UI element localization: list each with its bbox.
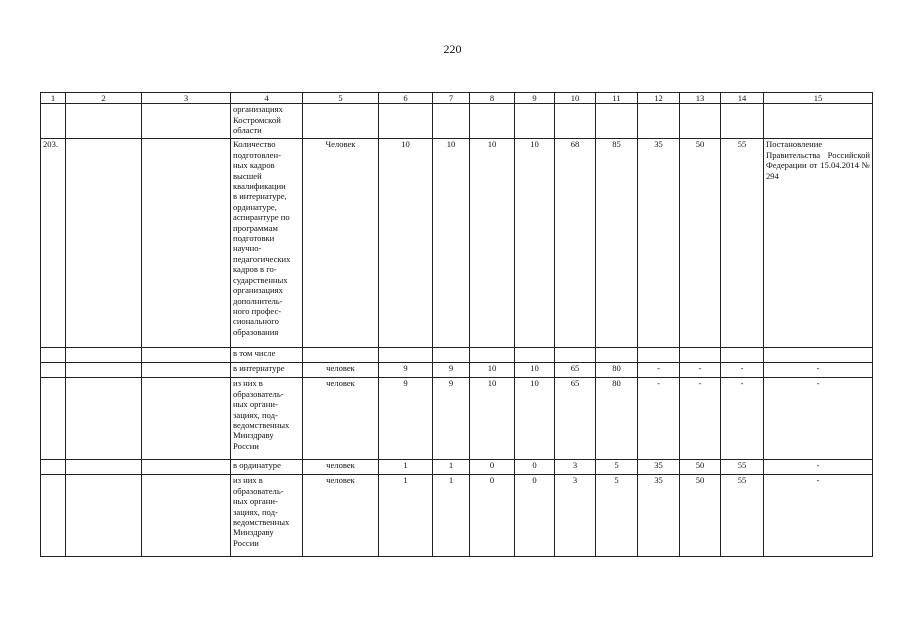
value-cell: 80 <box>596 363 638 378</box>
column-header: 10 <box>555 93 596 104</box>
value-cell: 1 <box>379 460 433 475</box>
sub-indicator-row <box>41 378 873 460</box>
value-cell: - <box>680 363 721 378</box>
unit-cell: человек <box>303 378 379 460</box>
value-cell: 10 <box>470 363 515 378</box>
value-cell: 50 <box>680 139 721 348</box>
sub-indicator-row <box>41 460 873 475</box>
value-cell: 68 <box>555 139 596 348</box>
column-header: 5 <box>303 93 379 104</box>
value-cell: 55 <box>721 475 764 557</box>
including-row <box>41 348 873 363</box>
value-cell: 35 <box>638 139 680 348</box>
value-cell: 80 <box>596 378 638 460</box>
value-cell: 3 <box>555 475 596 557</box>
column-header: 13 <box>680 93 721 104</box>
value-cell: 50 <box>680 460 721 475</box>
value-cell: 1 <box>379 475 433 557</box>
sub-indicator-row <box>41 475 873 557</box>
value-cell: 10 <box>515 139 555 348</box>
column-header: 9 <box>515 93 555 104</box>
value-cell: - <box>721 363 764 378</box>
value-cell: 50 <box>680 475 721 557</box>
value-cell: 9 <box>433 363 470 378</box>
value-cell: 3 <box>555 460 596 475</box>
column-header: 2 <box>66 93 142 104</box>
value-cell: 0 <box>470 460 515 475</box>
indicators-table <box>40 92 873 557</box>
indicator-name-cell: в том числе <box>231 348 303 363</box>
value-cell: - <box>638 378 680 460</box>
value-cell: 10 <box>515 363 555 378</box>
value-cell: 5 <box>596 475 638 557</box>
column-header: 6 <box>379 93 433 104</box>
row-number-cell: 203. <box>41 139 66 348</box>
indicator-name-cell: Количество подготовлен- ных кадров высшей квалификации в интернатуре, ординатуре, аспирантуре по программам подготовки научно- педагогических кадров в го- сударственных организациях дополнитель- ного профес- сионального образования <box>231 139 303 348</box>
column-header: 12 <box>638 93 680 104</box>
legal-basis-cell: Постановление Правительства Российской Федерации от 15.04.2014 № 294 <box>764 139 873 348</box>
unit-cell: человек <box>303 460 379 475</box>
value-cell: 55 <box>721 460 764 475</box>
unit-cell: человек <box>303 475 379 557</box>
column-header: 15 <box>764 93 873 104</box>
value-cell: 10 <box>515 378 555 460</box>
value-cell: 35 <box>638 475 680 557</box>
main-indicator-row <box>41 139 873 348</box>
column-header: 8 <box>470 93 515 104</box>
value-cell: - <box>721 378 764 460</box>
indicator-name-cell: в интернатуре <box>231 363 303 378</box>
value-cell: 10 <box>470 139 515 348</box>
value-cell: 10 <box>433 139 470 348</box>
column-header: 14 <box>721 93 764 104</box>
value-cell: 10 <box>379 139 433 348</box>
column-header: 4 <box>231 93 303 104</box>
value-cell: 10 <box>470 378 515 460</box>
value-cell: 65 <box>555 378 596 460</box>
value-cell: 5 <box>596 460 638 475</box>
value-cell: - <box>638 363 680 378</box>
page-number: 220 <box>443 42 462 56</box>
indicator-name-cell: из них в образователь- ных органи- зациях, под- ведомственных Минздраву России <box>231 475 303 557</box>
indicator-name-cell: в ординатуре <box>231 460 303 475</box>
legal-basis-cell: - <box>764 363 873 378</box>
column-header: 1 <box>41 93 66 104</box>
value-cell: 9 <box>379 378 433 460</box>
value-cell: 1 <box>433 460 470 475</box>
value-cell: 0 <box>515 460 555 475</box>
column-number-row <box>41 93 873 104</box>
value-cell: 0 <box>470 475 515 557</box>
value-cell: 9 <box>433 378 470 460</box>
value-cell: 85 <box>596 139 638 348</box>
value-cell: 55 <box>721 139 764 348</box>
legal-basis-cell: - <box>764 378 873 460</box>
value-cell: - <box>680 378 721 460</box>
value-cell: 0 <box>515 475 555 557</box>
legal-basis-cell: - <box>764 460 873 475</box>
column-header: 7 <box>433 93 470 104</box>
indicator-name-cell: организациях Костромской области <box>231 104 303 139</box>
column-header: 11 <box>596 93 638 104</box>
unit-cell: человек <box>303 363 379 378</box>
column-header: 3 <box>142 93 231 104</box>
indicator-name-cell: из них в образователь- ных органи- зациях, под- ведомственных Минздраву России <box>231 378 303 460</box>
unit-cell: Человек <box>303 139 379 348</box>
sub-indicator-row <box>41 363 873 378</box>
value-cell: 1 <box>433 475 470 557</box>
legal-basis-cell: - <box>764 475 873 557</box>
value-cell: 9 <box>379 363 433 378</box>
value-cell: 65 <box>555 363 596 378</box>
continuation-row <box>41 104 873 139</box>
value-cell: 35 <box>638 460 680 475</box>
